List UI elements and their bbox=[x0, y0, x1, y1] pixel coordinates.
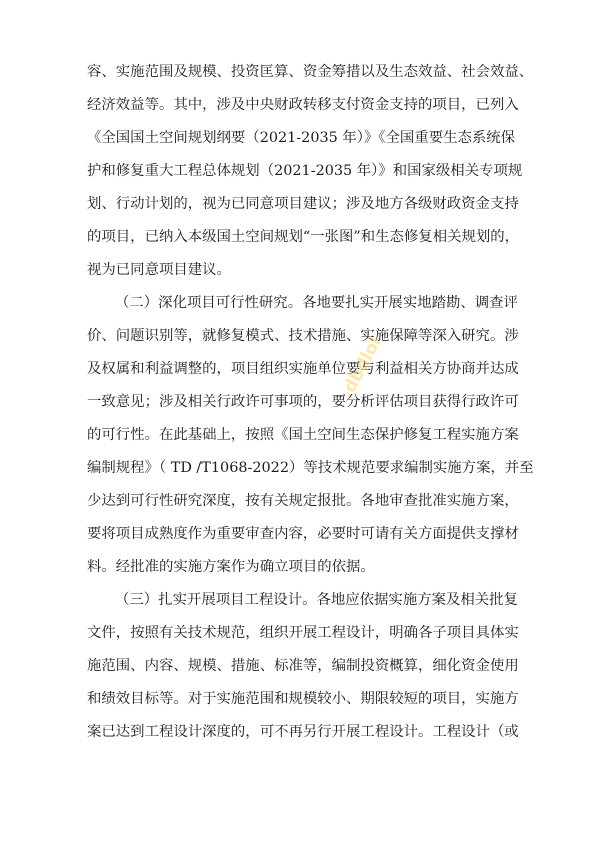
text-line: 少达到可行性研究深度，按有关规定报批。各地审查批准实施方案， bbox=[87, 493, 519, 509]
text-line: 文件，按照有关技术规范，组织开展工程设计，明确各子项目具体实 bbox=[87, 625, 519, 641]
watermark-stamp: dbdlol bbox=[340, 333, 386, 397]
text-line: 的可行性。在此基础上，按照《国土空间生态保护修复工程实施方案 bbox=[87, 427, 519, 443]
text-line: 一致意见；涉及相关行政许可事项的，要分析评估项目获得行政许可 bbox=[87, 394, 519, 410]
text-line: 容、实施范围及规模、投资匡算、资金筹措以及生态效益、社会效益、 bbox=[87, 64, 534, 80]
text-line: 施范围、内容、规模、措施、标准等，编制投资概算，细化资金使用 bbox=[87, 658, 519, 674]
text-line: 的项目，已纳入本级国土空间规划“一张图”和生态修复相关规划的， bbox=[87, 229, 520, 245]
text-line: 划、行动计划的，视为已同意项目建议；涉及地方各级财政资金支持 bbox=[87, 196, 519, 212]
text-line: 经济效益等。其中，涉及中央财政转移支付资金支持的项目，已列入 bbox=[87, 97, 519, 113]
section-heading-line: （三）扎实开展项目工程设计。各地应依据实施方案及相关批复 bbox=[115, 592, 518, 608]
text-line: 护和修复重大工程总体规划（2021-2035 年）》和国家级相关专项规 bbox=[87, 163, 523, 179]
text-line: 《全国国土空间规划纲要（2021-2035 年）》《全国重要生态系统保 bbox=[87, 130, 516, 146]
text-line: 编制规程》（ TD /T1068-2022）等技术规范要求编制实施方案，并至 bbox=[87, 460, 534, 476]
text-line: 料。经批准的实施方案作为确立项目的依据。 bbox=[87, 559, 375, 575]
text-line: 案已达到工程设计深度的，可不再另行开展工程设计。工程设计（或 bbox=[87, 724, 519, 740]
text-line: 及权属和利益调整的，项目组织实施单位要与利益相关方协商并达成 bbox=[87, 361, 519, 377]
text-line: 视为已同意项目建议。 bbox=[87, 262, 231, 278]
section-heading-line: （二）深化项目可行性研究。各地要扎实开展实地踏勘、调查评 bbox=[115, 295, 518, 311]
text-line: 要将项目成熟度作为重要审查内容，必要时可请有关方面提供支撑材 bbox=[87, 526, 519, 542]
text-line: 价、问题识别等，就修复模式、技术措施、实施保障等深入研究。涉 bbox=[87, 328, 519, 344]
text-line: 和绩效目标等。对于实施范围和规模较小、期限较短的项目，实施方 bbox=[87, 691, 519, 707]
